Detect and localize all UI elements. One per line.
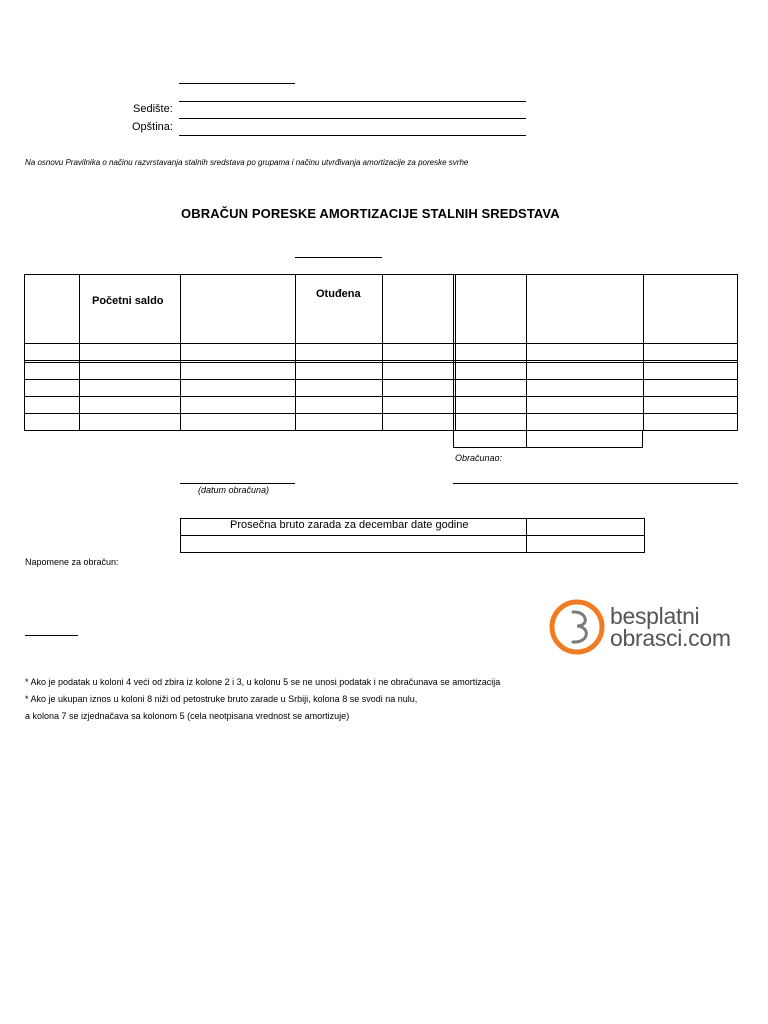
- amortization-table: [24, 274, 738, 431]
- salary-label: Prosečna bruto zarada za decembar date godine: [230, 519, 469, 531]
- legal-basis-text: Na osnovu Pravilnika o načinu razvrstavanja stalnih sredstava po grupama i načinu utvrđivanja amortizacije za poreske svrhe: [25, 158, 469, 167]
- col-divider: [455, 274, 456, 431]
- sediste-label: Sedište:: [133, 103, 173, 115]
- logo-line2: obrasci.com: [610, 625, 731, 651]
- remarks-label: Napomene za obračun:: [25, 557, 119, 567]
- footnote-2: * Ako je ukupan iznos u koloni 8 niži od petostruke bruto zarade u Srbiji, kolona 8 se svodi na nulu,: [25, 694, 418, 704]
- document-title: OBRAČUN PORESKE AMORTIZACIJE STALNIH SREDSTAVA: [181, 206, 560, 221]
- company-name-line[interactable]: [179, 83, 295, 84]
- header-otudjena: Otuđena: [316, 288, 361, 300]
- opstina-label: Opština:: [132, 121, 173, 133]
- row-divider: [24, 362, 738, 363]
- opstina-line[interactable]: [179, 135, 526, 136]
- row-divider: [24, 396, 738, 397]
- totals-box[interactable]: [453, 430, 643, 448]
- obracunao-label: Obračunao:: [455, 453, 503, 463]
- besplatni-obrasci-logo: [547, 599, 747, 659]
- period-line[interactable]: [295, 257, 382, 258]
- col-divider: [453, 274, 454, 431]
- row-divider: [24, 360, 738, 361]
- footnote-3: a kolona 7 se izjednačava sa kolonom 5 (cela neotpisana vrednost se amortizuje): [25, 711, 350, 721]
- header-pocetni-saldo: Početni saldo: [92, 295, 164, 307]
- obracunao-signature-line[interactable]: [453, 483, 738, 484]
- col-divider: [79, 274, 80, 431]
- logo-icon: [547, 599, 611, 655]
- totals-divider: [526, 430, 527, 448]
- row-divider: [24, 343, 738, 344]
- datum-label: (datum obračuna): [198, 485, 270, 495]
- sediste-line-bottom: [179, 118, 526, 119]
- footnote-1: * Ako je podatak u koloni 4 veći od zbira iz kolone 2 i 3, u kolonu 5 se ne unosi podatak i ne obračunava se amortizacija: [25, 677, 501, 687]
- row-divider: [24, 413, 738, 414]
- remarks-line[interactable]: [25, 635, 78, 636]
- col-divider: [295, 274, 296, 431]
- salary-value-cell[interactable]: [527, 519, 644, 535]
- row-divider: [24, 379, 738, 380]
- col-divider: [382, 274, 383, 431]
- salary-row-divider: [180, 535, 645, 536]
- logo-line1: besplatni: [610, 603, 700, 629]
- sediste-line[interactable]: [179, 101, 526, 102]
- col-divider: [526, 274, 527, 431]
- col-divider: [180, 274, 181, 431]
- col-divider: [643, 274, 644, 431]
